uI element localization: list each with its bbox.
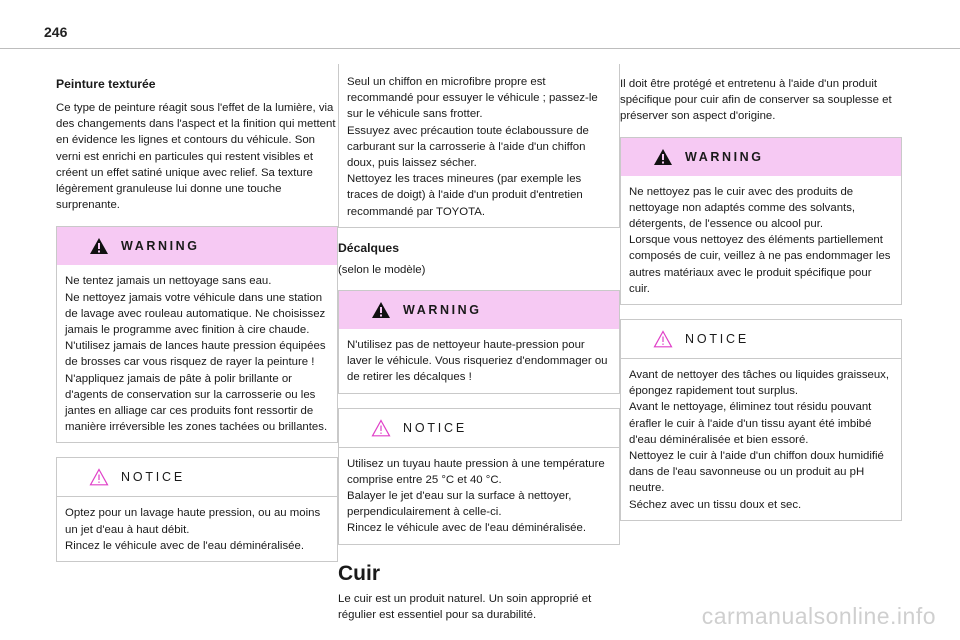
- warning-triangle-icon: [89, 237, 109, 255]
- header-divider: [0, 48, 960, 49]
- notice-text: Avant de nettoyer des tâches ou liquides graisseux, épongez rapidement tout surplus. Avant le nettoyage, éliminez tout résidu pouvant érafler le cuir à l'aide d'un tissu ayant été imbibé d'eau déminéralisée et bien essoré. Nettoyez le cuir à l'aide d'un chiffon doux humidifié dans de l'eau savonneuse ou un produit au pH neutre. Séchez avec un tissu doux et sec.: [629, 369, 890, 511]
- decalques-subtext: (selon le modèle): [338, 263, 426, 276]
- heading-decalques: Décalques: [338, 240, 399, 255]
- warning-body: [57, 265, 337, 442]
- notice-label: NOTICE: [403, 420, 468, 435]
- notice-triangle-icon: [371, 419, 391, 437]
- column-2: [338, 64, 620, 623]
- warning-label: WARNING: [121, 239, 200, 254]
- notice-label: NOTICE: [685, 332, 750, 347]
- warning-label: WARNING: [403, 303, 482, 318]
- notice-box: [620, 319, 902, 521]
- cuir-paragraph: Il doit être protégé et entretenu à l'aide d'un produit spécifique pour cuir afin de conserver sa souplesse et préserver son aspect d'origine.: [620, 78, 892, 123]
- continued-box: [338, 64, 620, 228]
- watermark: carmanualsonline.info: [701, 603, 936, 629]
- column-1: [56, 64, 338, 562]
- warning-text: Ne nettoyez pas le cuir avec des produits de nettoyage non adaptés comme des solvants, détergents, de l'essence ou alcool pur. Lorsque vous nettoyez des éléments partiellement composés de cuir, veillez à ne pas endommager les autres matériaux avec le produit spécifique pour cuir.: [629, 185, 891, 295]
- notice-triangle-icon: [89, 468, 109, 486]
- warning-box: [338, 290, 620, 394]
- warning-box: [620, 137, 902, 305]
- notice-triangle-icon: [653, 330, 673, 348]
- notice-text: Utilisez un tuyau haute pression à une température comprise entre 25 °C et 40 °C. Balayer le jet d'eau sur la surface à nettoyer, perpendiculairement à celle-ci. Rincez le véhicule avec de l'eau déminéralisée.: [347, 457, 605, 535]
- notice-text: Optez pour un lavage haute pression, ou au moins un jet d'eau à haut débit. Rincez le véhicule avec de l'eau déminéralisée.: [65, 507, 321, 552]
- warning-header: [339, 291, 619, 329]
- notice-body: [339, 448, 619, 544]
- warning-header: [57, 227, 337, 265]
- continued-body: [339, 70, 619, 227]
- notice-body: [57, 497, 337, 561]
- notice-body: [621, 359, 901, 520]
- warning-label: WARNING: [685, 149, 764, 164]
- notice-box: [56, 457, 338, 562]
- warning-body: [339, 329, 619, 393]
- notice-header: [57, 458, 337, 497]
- warning-box: [56, 226, 338, 443]
- notice-box: [338, 408, 620, 545]
- column-3: [620, 64, 902, 521]
- cuir-intro: Le cuir est un produit naturel. Un soin approprié et régulier est essentiel pour sa durabilité.: [338, 592, 592, 621]
- paragraph-peinture: Ce type de peinture réagit sous l'effet de la lumière, via des changements dans l'aspect et la finition qui mettent en évidence les lignes et contours du véhicule. Son verni est enrichi en particules qui restent visibles et créent un effet satiné unique avec relief. Sa texture légèrement granuleuse lui donne une touche surprenante.: [56, 102, 336, 212]
- notice-header: [339, 409, 619, 448]
- warning-triangle-icon: [371, 301, 391, 319]
- warning-body: [621, 176, 901, 304]
- notice-header: [621, 320, 901, 359]
- warning-text: N'utilisez pas de nettoyeur haute-pression pour laver le véhicule. Vous risqueriez d'endommager ou de retirer les décalques !: [347, 339, 608, 384]
- heading-peinture-texturee: Peinture texturée: [56, 77, 156, 91]
- continued-text: Seul un chiffon en microfibre propre est recommandé pour essuyer le véhicule ; passez-le sur le véhicule sans frotter. Essuyez avec précaution toute éclaboussure de carburant sur la carrosserie à l'aide d'un chiffon doux, puis laissez sécher. Nettoyez les traces mineures (par exemple les traces de doigt) à l'aide d'un produit d'entretien recommandé par TOYOTA.: [347, 76, 598, 218]
- warning-text: Ne tentez jamais un nettoyage sans eau. Ne nettoyez jamais votre véhicule dans une station de lavage avec rouleau automatique. Ne choisissez jamais le programme avec finition à cire chaude. N'utilisez jamais de lances haute pression équipées de brosses car vous risquez de rayer la peinture ! N'appliquez jamais de pâte à polir brillante or d'agents de conservation sur la carrosserie ou les jantes en alliage car ces produits font ressortir de manière irréversible les zones tachées ou brillantes.: [65, 275, 328, 434]
- section-title-cuir: Cuir: [338, 561, 380, 585]
- notice-label: NOTICE: [121, 470, 186, 485]
- page-number: 246: [44, 24, 68, 40]
- warning-header: [621, 138, 901, 176]
- warning-triangle-icon: [653, 148, 673, 166]
